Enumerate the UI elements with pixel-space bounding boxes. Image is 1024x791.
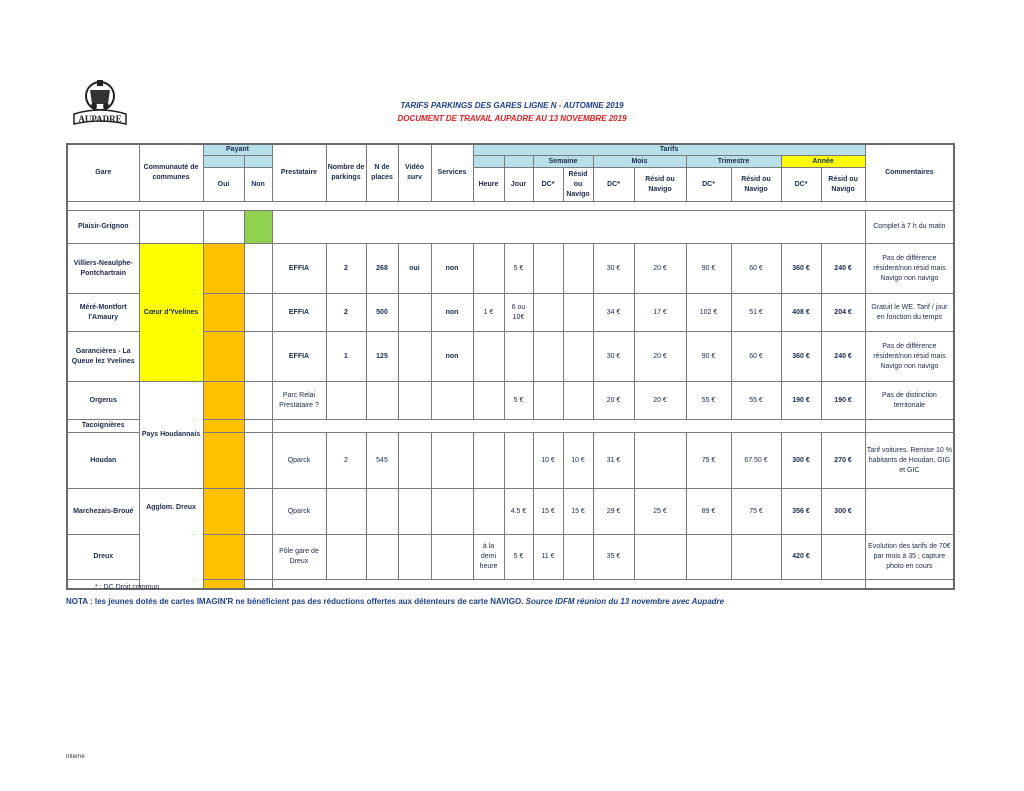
comment-cell [865, 489, 954, 535]
payant-non-cell [244, 535, 272, 580]
communaute-cell [139, 211, 203, 244]
an-dc-cell: 190 € [781, 382, 821, 420]
gare-cell: Marchezais-Broué [67, 489, 139, 535]
tri-dc-cell [686, 535, 731, 580]
gare-cell: Villiers-Neaulphe-Pontchartrain [67, 244, 139, 294]
tarifs-table [66, 143, 955, 590]
places-cell [366, 535, 398, 580]
col-nombre-parkings: Nombre de parkings [326, 144, 366, 202]
comment-cell: Gratuit le WE. Tarif / jour en fonction du temps [865, 294, 954, 332]
jour-cell: 5 € [504, 382, 533, 420]
nota-text: NOTA : les jeunes dotés de cartes IMAGIN'R ne bénéficient pas des réductions offertes aux détenteurs de carte NAVIGO. [66, 597, 524, 606]
services-cell: non [431, 294, 473, 332]
heure-cell [473, 489, 504, 535]
services-cell: non [431, 332, 473, 382]
prestataire-cell: Qparck [272, 433, 326, 489]
col-non: Non [244, 168, 272, 202]
col-mois-resid: Résid ou Navigo [634, 168, 686, 202]
col-annee: Année [781, 156, 865, 168]
payant-non-cell [244, 489, 272, 535]
heure-cell: 1 € [473, 294, 504, 332]
payant-oui-cell [203, 580, 244, 589]
mois-dc-cell: 29 € [593, 489, 634, 535]
nota-source: Source IDFM réunion du 13 novembre avec Aupadre [525, 597, 725, 606]
places-cell: 268 [366, 244, 398, 294]
places-cell: 125 [366, 332, 398, 382]
comment-cell: Pas de différence résident/non résid mais Navigo non navigo [865, 332, 954, 382]
an-resid-cell [821, 535, 865, 580]
gare-cell: Dreux [67, 535, 139, 580]
prestataire-cell: EFFIA [272, 332, 326, 382]
prestataire-cell: EFFIA [272, 244, 326, 294]
logo-text: AUPADRE [78, 114, 122, 124]
payant-non-cell [244, 433, 272, 489]
video-cell [398, 332, 431, 382]
jour-cell: 6 ou 10€ [504, 294, 533, 332]
heure-cell [473, 332, 504, 382]
col-oui: Oui [203, 168, 244, 202]
prestataire-cell: Qparck [272, 489, 326, 535]
sem-resid-cell: 10 € [563, 433, 593, 489]
heure-spacer [473, 156, 504, 168]
col-semaine: Semaine [533, 156, 593, 168]
an-resid-cell: 270 € [821, 433, 865, 489]
col-annee-dc: DC* [781, 168, 821, 202]
payant-oui-cell [203, 211, 244, 244]
col-commentaires: Commentaires [865, 144, 954, 202]
communaute-cell: Pays Houdannais [139, 382, 203, 489]
communaute-cell: Cœur d'Yvelines [139, 244, 203, 382]
an-dc-cell: 360 € [781, 332, 821, 382]
sem-dc-cell: 10 € [533, 433, 563, 489]
an-dc-cell: 408 € [781, 294, 821, 332]
col-tarifs: Tarifs [473, 144, 865, 156]
comment-cell [865, 580, 954, 589]
payant-oui-spacer [203, 156, 244, 168]
sem-resid-cell: 15 € [563, 489, 593, 535]
sem-dc-cell [533, 382, 563, 420]
sem-resid-cell [563, 382, 593, 420]
places-cell: 500 [366, 294, 398, 332]
comment-cell: Complet à 7 h du matin [865, 211, 954, 244]
an-dc-cell: 356 € [781, 489, 821, 535]
nota-note [66, 597, 724, 606]
an-dc-cell: 420 € [781, 535, 821, 580]
col-semaine-resid: Résid ou Navigo [563, 168, 593, 202]
footer-label: Interne [66, 754, 85, 760]
table-row [67, 382, 954, 420]
col-communaute: Communauté de communes [139, 144, 203, 202]
col-prestataire: Prestataire [272, 144, 326, 202]
places-cell [366, 489, 398, 535]
sem-dc-cell [533, 244, 563, 294]
payant-non-cell [244, 580, 272, 589]
table-row [67, 244, 954, 294]
comment-cell: Evolution des tarifs de 70€ par mois à 35 ; capture photo en cours [865, 535, 954, 580]
col-mois: Mois [593, 156, 686, 168]
col-services: Services [431, 144, 473, 202]
payant-non-cell [244, 244, 272, 294]
tri-resid-cell: 75 € [731, 489, 781, 535]
sem-resid-cell [563, 294, 593, 332]
col-video: Vidéo surv [398, 144, 431, 202]
gare-cell: Garancières - La Queue lez Yvelines [67, 332, 139, 382]
an-resid-cell: 240 € [821, 332, 865, 382]
an-resid-cell: 190 € [821, 382, 865, 420]
an-dc-cell: 360 € [781, 244, 821, 294]
comment-cell: Pas de distinction territoriale [865, 382, 954, 420]
jour-cell: 4.5 € [504, 489, 533, 535]
services-cell [431, 433, 473, 489]
mois-dc-cell: 30 € [593, 244, 634, 294]
tri-dc-cell: 75 € [686, 433, 731, 489]
prestataire-cell: Pôle gare de Dreux [272, 535, 326, 580]
heure-cell [473, 433, 504, 489]
spacer-row [67, 202, 954, 211]
empty-span-cell [272, 420, 865, 433]
col-jour: Jour [504, 168, 533, 202]
tri-dc-cell: 89 € [686, 489, 731, 535]
payant-non-cell [244, 332, 272, 382]
payant-non-cell [244, 211, 272, 244]
gare-cell: Plaisir-Grignon [67, 211, 139, 244]
gare-cell: Houdan [67, 433, 139, 489]
payant-oui-cell [203, 244, 244, 294]
gare-cell: Tacoignières [67, 420, 139, 433]
col-n-places: N de places [366, 144, 398, 202]
tri-resid-cell: 51 € [731, 294, 781, 332]
heure-cell [473, 382, 504, 420]
col-mois-dc: DC* [593, 168, 634, 202]
sem-dc-cell [533, 332, 563, 382]
mois-dc-cell: 34 € [593, 294, 634, 332]
tri-dc-cell: 90 € [686, 332, 731, 382]
gare-cell: Orgerus [67, 382, 139, 420]
payant-non-spacer [244, 156, 272, 168]
comment-cell: Pas de différence résident/non résid mais Navigo non navigo [865, 244, 954, 294]
jour-spacer [504, 156, 533, 168]
prestataire-cell: Parc Relai Prestataire ? [272, 382, 326, 420]
nb-cell: 2 [326, 433, 366, 489]
jour-cell: 5 € [504, 535, 533, 580]
payant-oui-cell [203, 535, 244, 580]
an-resid-cell: 300 € [821, 489, 865, 535]
gare-cell: Méré-Montfort l'Amaury [67, 294, 139, 332]
mois-resid-cell: 25 € [634, 489, 686, 535]
tri-resid-cell: 60 € [731, 332, 781, 382]
video-cell [398, 535, 431, 580]
payant-oui-cell [203, 382, 244, 420]
jour-cell [504, 332, 533, 382]
page-title: TARIFS PARKINGS DES GARES LIGNE N - AUTOMNE 2019 [400, 101, 624, 110]
dc-footnote: * : DC Droit commun [95, 584, 160, 591]
payant-oui-cell [203, 420, 244, 433]
mois-dc-cell: 30 € [593, 332, 634, 382]
col-payant: Payant [203, 144, 272, 156]
sem-dc-cell: 15 € [533, 489, 563, 535]
an-resid-cell: 240 € [821, 244, 865, 294]
col-annee-resid: Résid ou Navigo [821, 168, 865, 202]
video-cell [398, 433, 431, 489]
heure-cell [473, 244, 504, 294]
mois-resid-cell [634, 535, 686, 580]
communaute-cell: Agglom. Dreux [139, 489, 203, 589]
sem-dc-cell [533, 294, 563, 332]
table-row [67, 211, 954, 244]
tri-resid-cell: 67.50 € [731, 433, 781, 489]
heure-cell: à la demi heure [473, 535, 504, 580]
comment-cell: Tarif voitures. Remise 10 % habitants de Houdan, GIG et GIC [865, 433, 954, 489]
nb-cell [326, 382, 366, 420]
sem-dc-cell: 11 € [533, 535, 563, 580]
services-cell [431, 535, 473, 580]
nb-cell: 2 [326, 244, 366, 294]
mois-dc-cell: 20 € [593, 382, 634, 420]
video-cell [398, 294, 431, 332]
tri-resid-cell: 60 € [731, 244, 781, 294]
jour-cell [504, 433, 533, 489]
col-trimestre-resid: Résid ou Navigo [731, 168, 781, 202]
mois-dc-cell: 35 € [593, 535, 634, 580]
tri-dc-cell: 102 € [686, 294, 731, 332]
services-cell [431, 382, 473, 420]
tri-resid-cell: 55 € [731, 382, 781, 420]
places-cell [366, 382, 398, 420]
video-cell [398, 489, 431, 535]
services-cell: non [431, 244, 473, 294]
col-semaine-dc: DC* [533, 168, 563, 202]
nb-cell: 2 [326, 294, 366, 332]
nb-cell [326, 535, 366, 580]
nb-cell [326, 489, 366, 535]
an-dc-cell: 300 € [781, 433, 821, 489]
mois-resid-cell: 20 € [634, 382, 686, 420]
services-cell [431, 489, 473, 535]
payant-non-cell [244, 420, 272, 433]
tri-resid-cell [731, 535, 781, 580]
prestataire-cell: EFFIA [272, 294, 326, 332]
video-cell [398, 382, 431, 420]
payant-oui-cell [203, 489, 244, 535]
mois-resid-cell: 17 € [634, 294, 686, 332]
sem-resid-cell [563, 244, 593, 294]
places-cell: 545 [366, 433, 398, 489]
an-resid-cell: 204 € [821, 294, 865, 332]
col-gare: Gare [67, 144, 139, 202]
sem-resid-cell [563, 332, 593, 382]
payant-non-cell [244, 382, 272, 420]
payant-oui-cell [203, 294, 244, 332]
col-heure: Heure [473, 168, 504, 202]
empty-span-cell [272, 580, 865, 589]
sem-resid-cell [563, 535, 593, 580]
payant-oui-cell [203, 433, 244, 489]
mois-resid-cell [634, 433, 686, 489]
payant-oui-cell [203, 332, 244, 382]
mois-resid-cell: 20 € [634, 332, 686, 382]
col-trimestre: Trimestre [686, 156, 781, 168]
tri-dc-cell: 90 € [686, 244, 731, 294]
table-row [67, 489, 954, 535]
mois-dc-cell: 31 € [593, 433, 634, 489]
comment-cell [865, 420, 954, 433]
empty-span-cell [272, 211, 865, 244]
tri-dc-cell: 55 € [686, 382, 731, 420]
nb-cell: 1 [326, 332, 366, 382]
col-trimestre-dc: DC* [686, 168, 731, 202]
jour-cell: 5 € [504, 244, 533, 294]
mois-resid-cell: 20 € [634, 244, 686, 294]
page-subtitle: DOCUMENT DE TRAVAIL AUPADRE AU 13 NOVEMBRE 2019 [397, 114, 627, 123]
payant-non-cell [244, 294, 272, 332]
video-cell: oui [398, 244, 431, 294]
